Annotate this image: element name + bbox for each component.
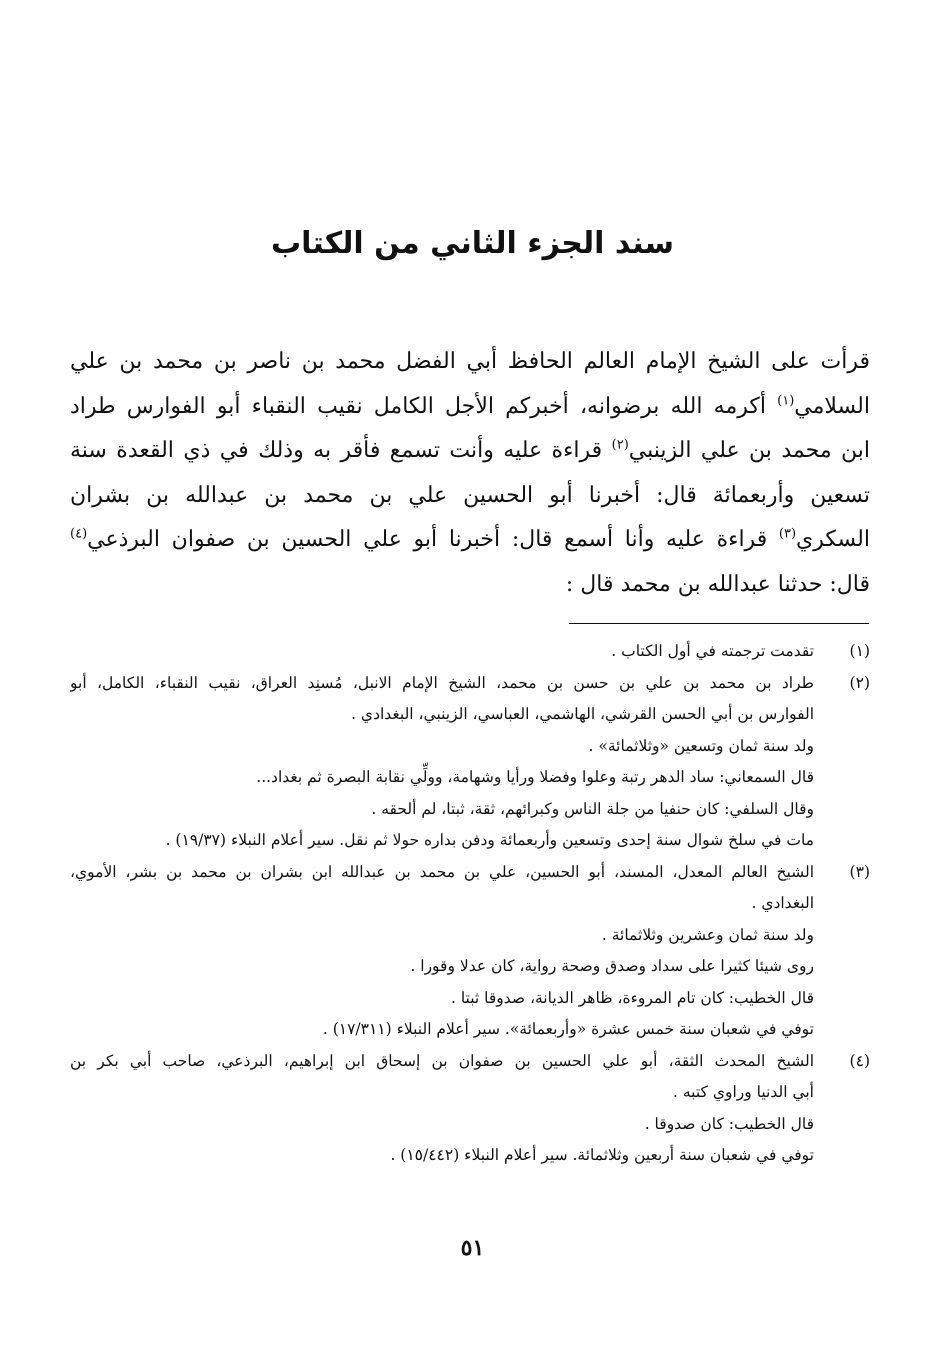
footnote-line: قال الخطيب: كان صدوقا .	[644, 1114, 814, 1133]
text-line-2: السلامي$^{(١)}$ أكرمه الله برضوانه، أخبركم الأجل الكامل نقيب النقباء أبو الفوارس طراد	[70, 393, 870, 419]
footnote-line: تقدمت ترجمته في أول الكتاب .	[611, 642, 814, 660]
footnote-line: قال السمعاني: ساد الدهر رتبة وعلوا وفضلا ورأيا وشهامة، وولِّي نقابة البصرة ثم بغداد...	[256, 768, 814, 786]
footnote-body	[70, 857, 814, 1046]
footnote-line: الشيخ العالم المعدل، المسند، أبو الحسين، علي بن محمد بن عبدالله ابن بشران بن محمد بن بشر، الأموي،	[70, 862, 814, 881]
footnote-body	[70, 668, 814, 857]
footnote-line: روى شيئا كثيرا على سداد وصدق وصحة رواية، كان عدلا وقورا .	[410, 957, 814, 975]
footnote-2	[70, 668, 870, 857]
footnote-line: ولد سنة ثمان وتسعين «وثلاثمائة» .	[588, 736, 814, 755]
main-text	[70, 340, 870, 607]
footnote-line: توفي في شعبان سنة خمس عشرة «وأربعمائة». سير أعلام النبلاء (١٧/٣١١) .	[322, 1020, 814, 1038]
footnote-4	[70, 1046, 870, 1172]
footnote-number: (٢)	[849, 673, 870, 692]
footnote-3	[70, 857, 870, 1046]
footnote-line: أبي الدنيا وراوي كتبه .	[673, 1083, 814, 1101]
footnote-line: البغدادي .	[751, 894, 814, 912]
footnote-body	[70, 636, 814, 668]
text-line-1: قرأت على الشيخ الإمام العالم الحافظ أبي الفضل محمد بن ناصر بن محمد بن علي	[70, 349, 870, 374]
footnote-body	[70, 1046, 814, 1172]
text-line-5: السكري$^{(٣)}$ قراءة عليه وأنا أسمع قال: أخبرنا أبو علي الحسين بن صفوان البرذعي$^{(٤)}$	[70, 526, 870, 552]
footnote-line: الفوارس بن أبي الحسن القرشي، الهاشمي، العباسي، الزينبي، البغدادي .	[351, 705, 814, 723]
footnote-number: (١)	[849, 642, 870, 660]
footnote-line: قال الخطيب: كان تام المروءة، ظاهر الديانة، صدوقا ثبتا .	[450, 988, 814, 1007]
text-line-3: ابن محمد بن علي الزينبي$^{(٢)}$ قراءة عليه وأنت تسمع فأقر به وذلك في ذي القعدة سنة	[70, 437, 870, 463]
page-title: سند الجزء الثاني من الكتاب	[271, 226, 674, 261]
footnote-1	[70, 636, 870, 668]
footnote-line: مات في سلخ شوال سنة إحدى وتسعين وأربعمائة ودفن بداره حولا ثم نقل. سير أعلام النبلاء (١٩/٣٧) .	[165, 831, 814, 849]
footnote-line: طراد بن محمد بن علي بن حسن بن محمد، الشيخ الإمام الانبل، مُسنِد العراق، نقيب النقباء، الكامل، أبو	[70, 673, 814, 692]
footnote-number: (٣)	[849, 862, 870, 881]
footnote-separator	[569, 623, 869, 624]
footnote-ref-2[interactable]: (٢)	[611, 437, 629, 453]
footnote-line: وقال السلفي: كان حنفيا من جلة الناس وكبرائهم، ثقة، ثبتا، لم ألحقه .	[371, 799, 814, 818]
footnote-line: توفي في شعبان سنة أربعين وثلاثمائة. سير أعلام النبلاء (١٥/٤٤٢) .	[390, 1146, 814, 1164]
footnote-line: ولد سنة ثمان وعشرين وثلاثمائة .	[601, 925, 814, 944]
footnote-line: الشيخ المحدث الثقة، أبو علي الحسين بن صفوان بن إسحاق ابن إبراهيم، البرذعي، صاحب أبي بكر بن	[70, 1051, 814, 1070]
footnote-ref-1[interactable]: (١)	[777, 393, 795, 409]
text-line-6: قال: حدثنا عبدالله بن محمد قال :	[565, 571, 870, 597]
footnote-number: (٤)	[849, 1051, 870, 1070]
page-number: ٥١	[460, 1235, 485, 1261]
footnote-ref-4[interactable]: (٤)	[70, 526, 88, 542]
footnotes	[70, 636, 870, 1172]
text-line-4: تسعين وأربعمائة قال: أخبرنا أبو الحسين علي بن محمد بن عبدالله بن بشران	[70, 482, 870, 508]
footnote-ref-3[interactable]: (٣)	[778, 526, 797, 542]
